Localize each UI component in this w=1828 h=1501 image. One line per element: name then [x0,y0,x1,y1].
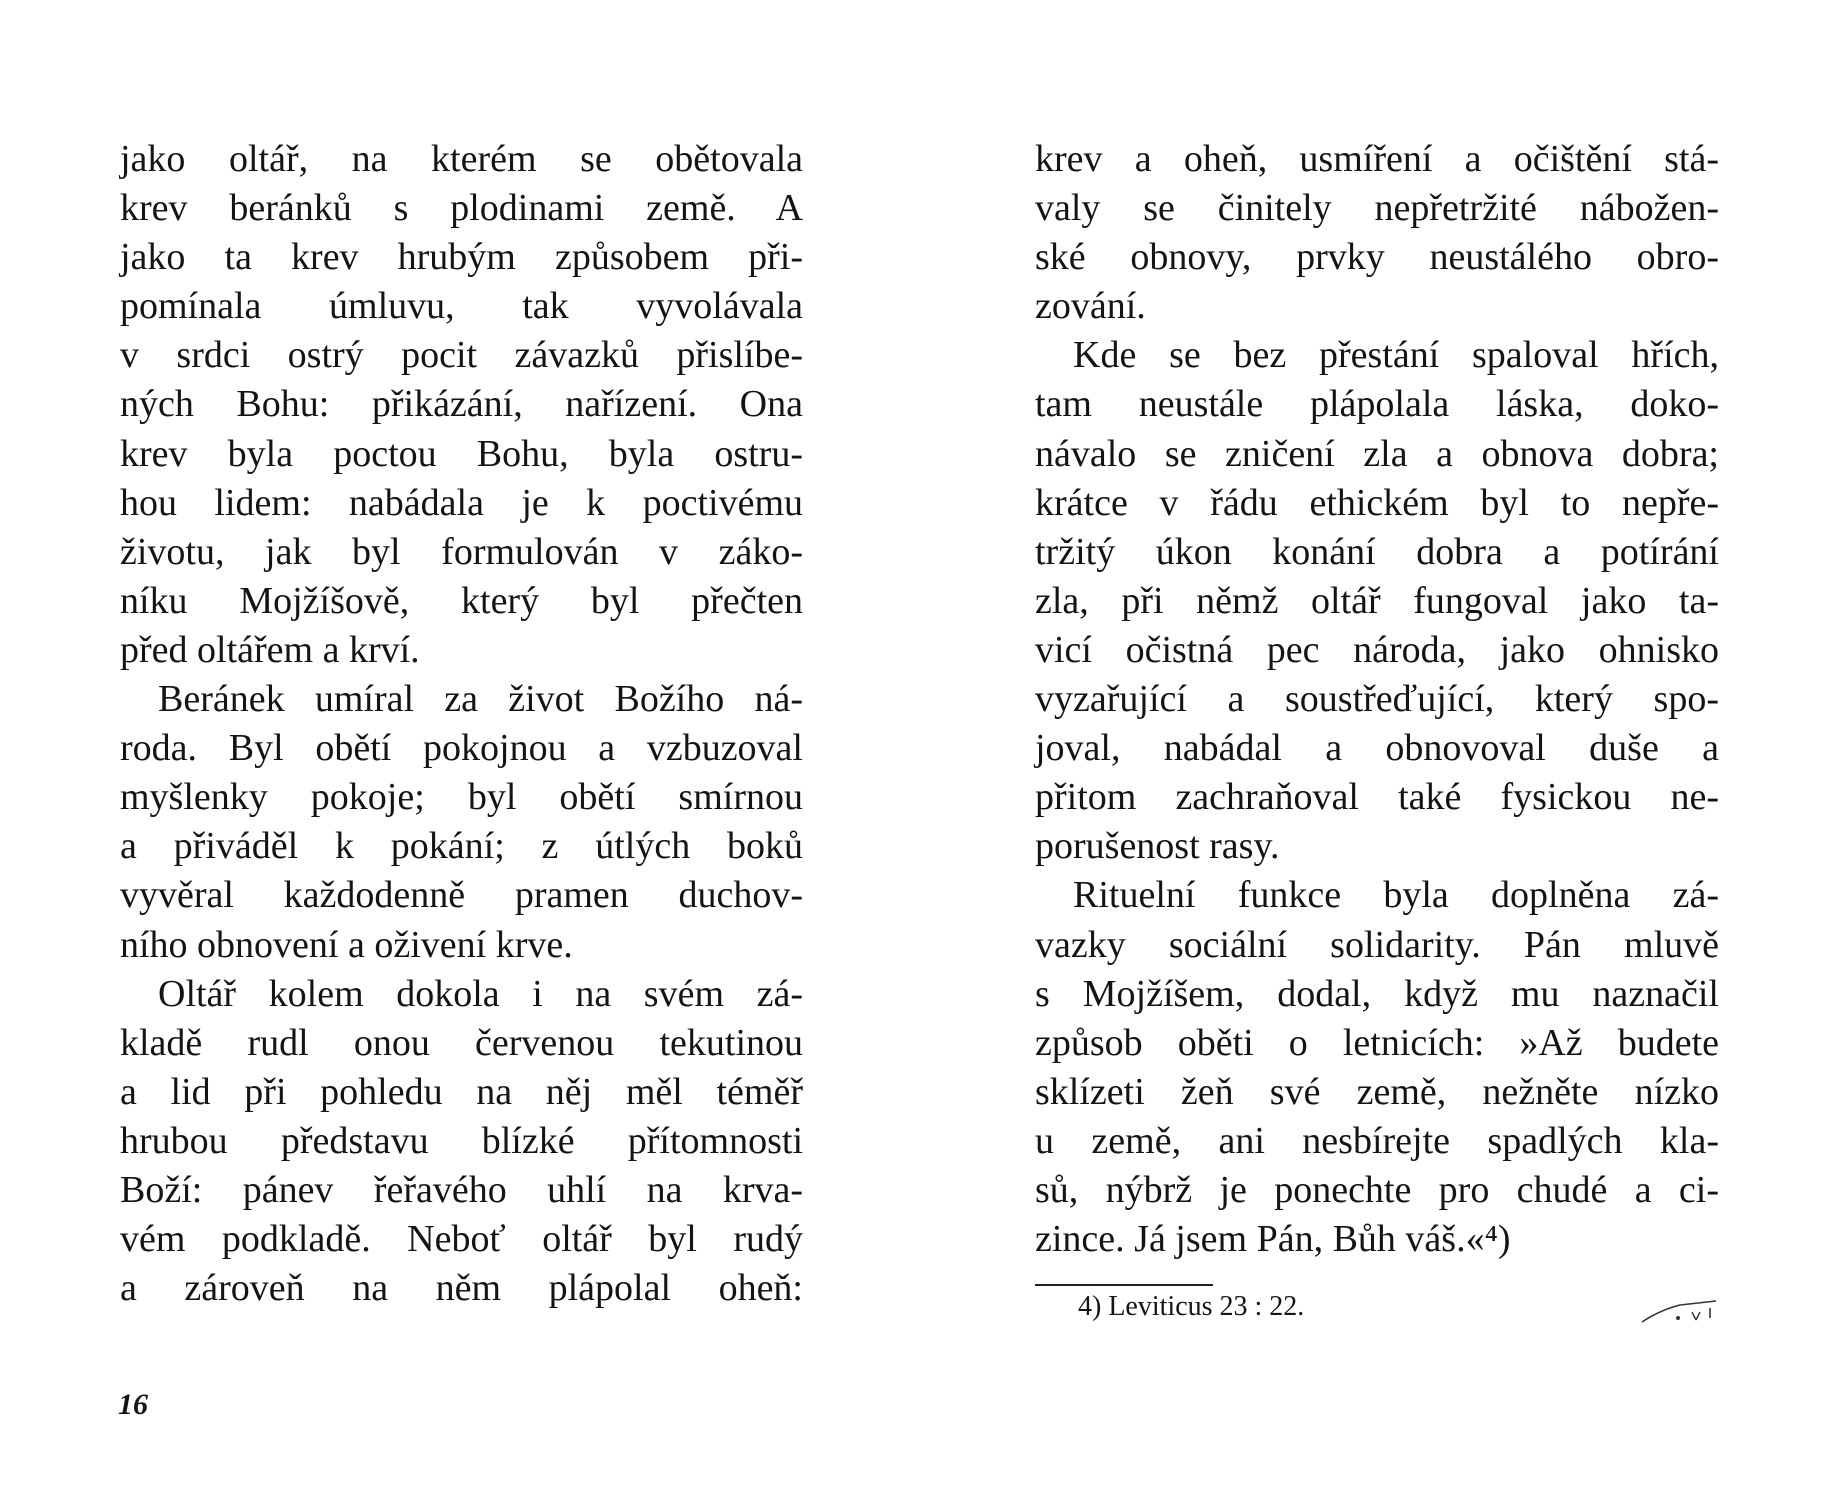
text-line: zla, při němž oltář fungoval jako ta- [1035,579,1719,622]
left-text-column [120,135,803,1313]
text-line: sklízeti žeň své země, nežněte nízko [1035,1070,1719,1113]
text-line: před oltářem a krví. [120,628,420,671]
text-line: Kde se bez přestání spaloval hřích, [1073,334,1719,377]
text-line: Boží: pánev řeřavého uhlí na krva- [120,1168,803,1211]
text-line: sů, nýbrž je ponechte pro chudé a ci- [1035,1168,1719,1211]
footnote-text: Leviticus 23 : 22. [1108,1291,1305,1322]
text-line: krátce v řádu ethickém byl to nepře- [1035,481,1719,524]
paragraph [120,135,803,675]
text-line: vicí očistná pec národa, jako ohnisko [1035,628,1719,671]
text-line: životu, jak byl formulován v záko- [120,530,803,573]
text-line: jako oltář, na kterém se obětovala [120,138,803,180]
text-line: s Mojžíšem, dodal, když mu naznačil [1035,972,1719,1015]
text-line: ných Bohu: přikázání, nařízení. Ona [120,383,803,426]
text-line: zince. Já jsem Pán, Bůh váš.«⁴) [1035,1218,1511,1261]
text-line: níku Mojžíšově, který byl přečten [120,579,803,622]
paragraph [120,675,803,970]
footnote-separator [1035,1284,1213,1286]
text-line: joval, nabádal a obnovoval duše a [1035,727,1719,770]
text-line: myšlenky pokoje; byl obětí smírnou [120,776,803,819]
paragraph [120,970,803,1314]
text-line: krev byla poctou Bohu, byla ostru- [120,432,803,475]
text-line: hrubou představu blízké přítomnosti [120,1119,803,1162]
text-line: jako ta krev hrubým způsobem při- [120,236,803,279]
right-text-column [1035,135,1719,1264]
text-line: v srdci ostrý pocit závazků přislíbe- [120,334,803,377]
paragraph [1035,135,1719,331]
footnote [1078,1290,1304,1324]
pencil-mark-icon [1640,1296,1720,1326]
text-line: ské obnovy, prvky neustálého obro- [1035,236,1719,279]
text-line: ního obnovení a oživení krve. [120,923,573,966]
text-line: krev beránků s plodinami země. A [120,187,803,230]
text-line: návalo se zničení zla a obnova dobra; [1035,432,1719,475]
text-line: vyvěral každodenně pramen duchov- [120,874,803,917]
text-line: tam neustále plápolala láska, doko- [1035,383,1719,426]
text-line: roda. Byl obětí pokojnou a vzbuzoval [120,727,803,770]
text-line: a zároveň na něm plápolal oheň: [120,1267,803,1310]
text-line: kladě rudl onou červenou tekutinou [120,1021,803,1064]
text-line: Beránek umíral za život Božího ná- [158,678,803,721]
text-line: přitom zachraňoval také fysickou ne- [1035,776,1719,819]
text-line: krev a oheň, usmíření a očištění stá- [1035,138,1719,180]
text-line: zování. [1035,285,1146,328]
text-line: tržitý úkon konání dobra a potírání [1035,530,1719,573]
text-line: u země, ani nesbírejte spadlých kla- [1035,1119,1719,1162]
text-line: vém podkladě. Neboť oltář byl rudý [120,1218,803,1261]
text-line: a lid při pohledu na něj měl téměř [120,1070,803,1113]
text-line: vazky sociální solidarity. Pán mluvě [1035,923,1719,966]
paragraph [1035,871,1719,1264]
paragraph [1035,331,1719,871]
text-line: Oltář kolem dokola i na svém zá- [158,972,803,1015]
text-line: Rituelní funkce byla doplněna zá- [1073,874,1719,917]
text-line: porušenost rasy. [1035,825,1280,868]
text-line: vyzařující a soustřeďující, který spo- [1035,678,1719,721]
text-line: způsob oběti o letnicích: »Až budete [1035,1021,1719,1064]
text-line: valy se činitely nepřetržité nábožen- [1035,187,1719,230]
text-line: hou lidem: nabádala je k poctivému [120,481,803,524]
text-line: pomínala úmluvu, tak vyvolávala [120,285,803,328]
footnote-marker: 4) [1078,1291,1102,1322]
text-line: a přiváděl k pokání; z útlých boků [120,825,803,868]
page-number: 16 [118,1388,148,1421]
